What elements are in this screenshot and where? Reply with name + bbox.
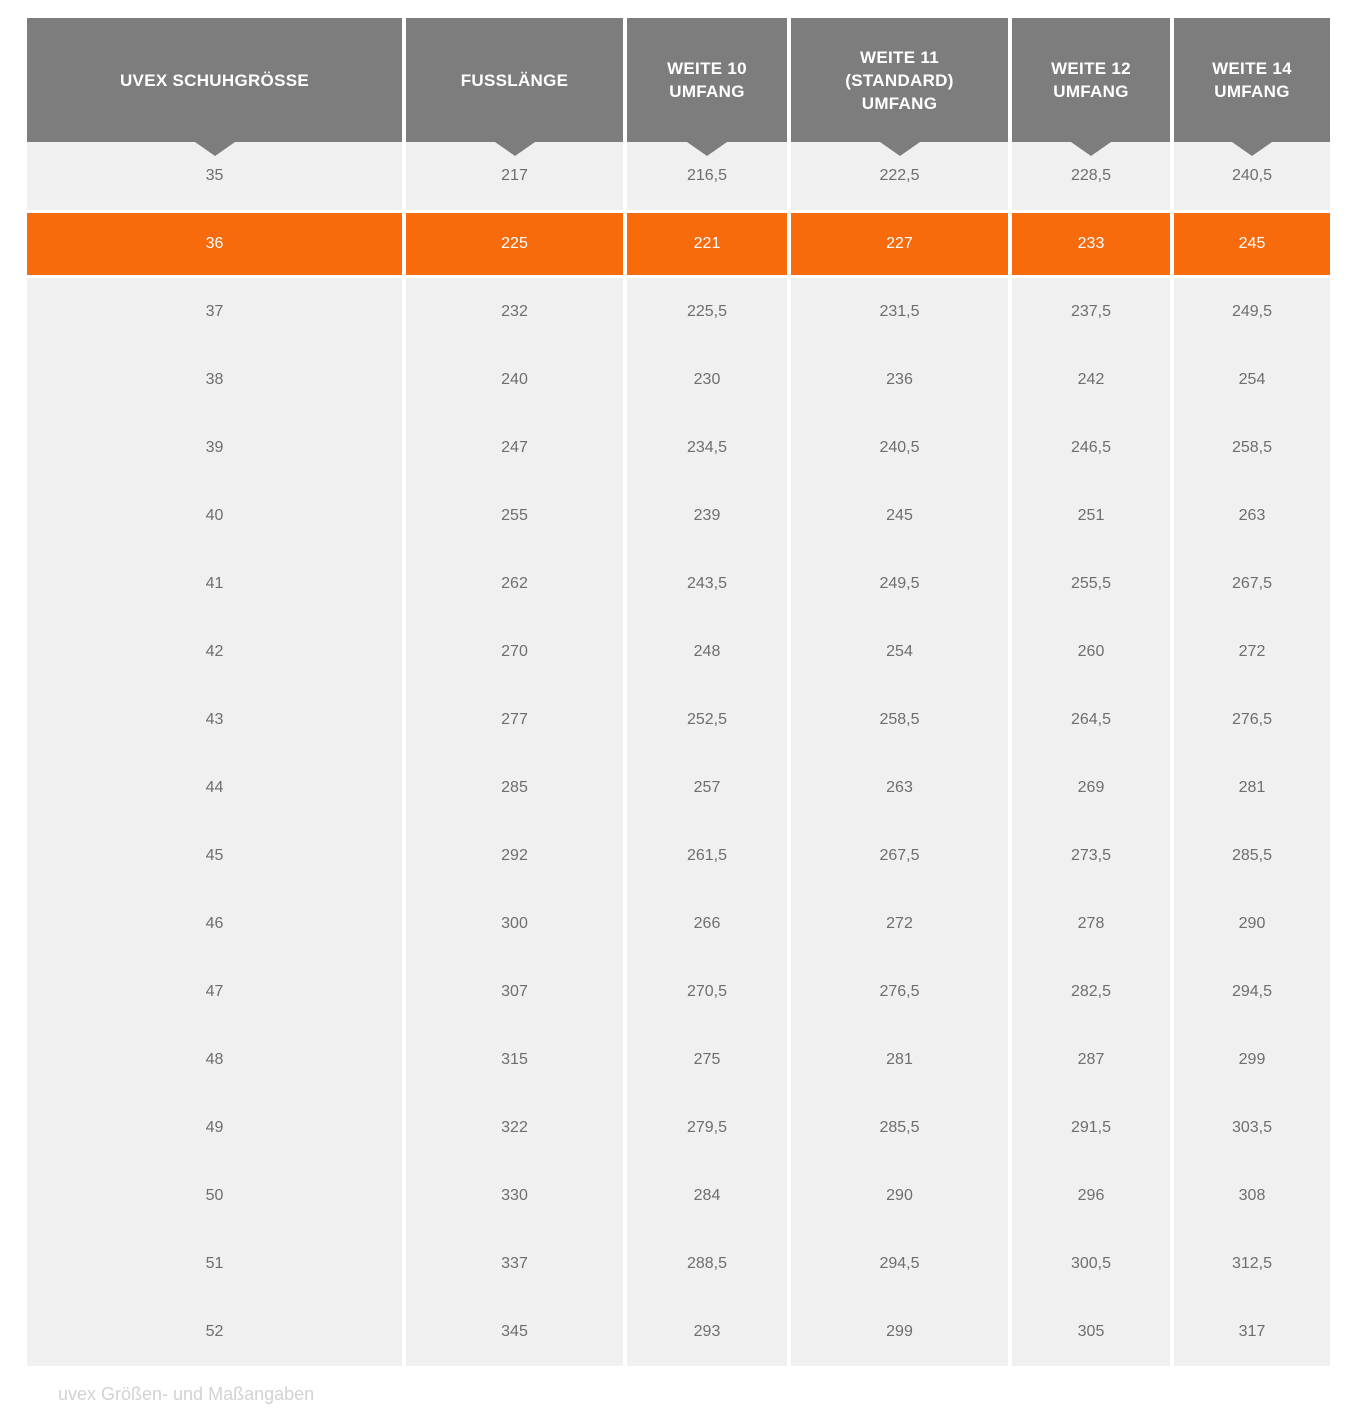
value-cell: 258,5 [1174, 414, 1330, 482]
value-cell: 243,5 [627, 550, 787, 618]
value-cell: 266 [627, 890, 787, 958]
column-header-label: (STANDARD) [845, 70, 954, 90]
value-cell: 245 [791, 482, 1008, 550]
value-cell: 254 [791, 618, 1008, 686]
column-header-weite-12 [1012, 18, 1170, 142]
value-cell: 275 [627, 1026, 787, 1094]
size-cell: 40 [27, 482, 402, 550]
value-cell: 272 [791, 890, 1008, 958]
value-cell: 237,5 [1012, 278, 1170, 346]
column-header-label: WEITE 14 [1212, 59, 1292, 78]
value-cell: 296 [1012, 1162, 1170, 1230]
value-cell: 242 [1012, 346, 1170, 414]
value-cell: 277 [406, 686, 623, 754]
value-cell: 276,5 [791, 958, 1008, 1026]
value-cell: 254 [1174, 346, 1330, 414]
size-cell: 51 [27, 1230, 402, 1298]
value-cell: 312,5 [1174, 1230, 1330, 1298]
value-cell: 294,5 [791, 1230, 1008, 1298]
value-cell: 282,5 [1012, 958, 1170, 1026]
value-cell: 300 [406, 890, 623, 958]
value-cell: 216,5 [627, 142, 787, 210]
value-cell: 261,5 [627, 822, 787, 890]
value-cell: 281 [1174, 754, 1330, 822]
value-cell: 267,5 [1174, 550, 1330, 618]
size-cell: 36 [27, 210, 402, 278]
header-pointer-down-icon [880, 142, 920, 156]
value-cell: 299 [1174, 1026, 1330, 1094]
header-pointer-down-icon [1071, 142, 1111, 156]
value-cell: 240,5 [1174, 142, 1330, 210]
value-cell: 257 [627, 754, 787, 822]
table-caption: uvex Größen- und Maßangaben [58, 1384, 315, 1404]
header-pointer-down-icon [195, 142, 235, 156]
value-cell: 299 [791, 1298, 1008, 1366]
value-cell: 270,5 [627, 958, 787, 1026]
value-cell: 231,5 [791, 278, 1008, 346]
column-header-weite-11-standard [791, 18, 1008, 142]
size-cell: 39 [27, 414, 402, 482]
value-cell: 317 [1174, 1298, 1330, 1366]
header-pointer-down-icon [687, 142, 727, 156]
column-header-label: WEITE 10 [667, 59, 747, 78]
value-cell: 234,5 [627, 414, 787, 482]
value-cell: 285,5 [791, 1094, 1008, 1162]
value-cell: 251 [1012, 482, 1170, 550]
column-header-fusslaenge [406, 18, 623, 142]
header-pointer-down-icon [495, 142, 535, 156]
size-cell: 52 [27, 1298, 402, 1366]
size-cell: 46 [27, 890, 402, 958]
value-cell: 249,5 [1174, 278, 1330, 346]
value-cell: 228,5 [1012, 142, 1170, 210]
value-cell: 236 [791, 346, 1008, 414]
size-cell: 43 [27, 686, 402, 754]
value-cell: 288,5 [627, 1230, 787, 1298]
value-cell: 292 [406, 822, 623, 890]
header-pointer-down-icon [1232, 142, 1272, 156]
value-cell: 278 [1012, 890, 1170, 958]
size-cell: 48 [27, 1026, 402, 1094]
column-header-label: UMFANG [1053, 82, 1129, 101]
column-header-schuhgroesse [27, 18, 402, 142]
value-cell: 267,5 [791, 822, 1008, 890]
value-cell: 322 [406, 1094, 623, 1162]
column-header-label: WEITE 12 [1051, 59, 1131, 78]
value-cell: 249,5 [791, 550, 1008, 618]
column-header-label: WEITE 11 [860, 47, 939, 67]
size-cell: 37 [27, 278, 402, 346]
value-cell: 303,5 [1174, 1094, 1330, 1162]
size-cell: 42 [27, 618, 402, 686]
value-cell: 291,5 [1012, 1094, 1170, 1162]
value-cell: 272 [1174, 618, 1330, 686]
value-cell: 285,5 [1174, 822, 1330, 890]
column-header-label: UMFANG [861, 93, 938, 113]
value-cell: 247 [406, 414, 623, 482]
value-cell: 330 [406, 1162, 623, 1230]
value-cell: 300,5 [1012, 1230, 1170, 1298]
value-cell: 276,5 [1174, 686, 1330, 754]
value-cell: 239 [627, 482, 787, 550]
value-cell: 232 [406, 278, 623, 346]
value-cell: 305 [1012, 1298, 1170, 1366]
value-cell: 264,5 [1012, 686, 1170, 754]
value-cell: 308 [1174, 1162, 1330, 1230]
size-cell: 44 [27, 754, 402, 822]
value-cell: 258,5 [791, 686, 1008, 754]
column-header-label: UMFANG [1214, 82, 1290, 101]
value-cell: 281 [791, 1026, 1008, 1094]
size-cell: 41 [27, 550, 402, 618]
value-cell: 284 [627, 1162, 787, 1230]
value-cell: 315 [406, 1026, 623, 1094]
value-cell: 225 [406, 210, 623, 278]
value-cell: 240 [406, 346, 623, 414]
size-table [27, 18, 1330, 1366]
size-cell: 47 [27, 958, 402, 1026]
size-cell: 50 [27, 1162, 402, 1230]
value-cell: 240,5 [791, 414, 1008, 482]
value-cell: 263 [1174, 482, 1330, 550]
column-header-weite-10 [627, 18, 787, 142]
value-cell: 245 [1174, 210, 1330, 278]
value-cell: 307 [406, 958, 623, 1026]
value-cell: 246,5 [1012, 414, 1170, 482]
column-header-weite-14 [1174, 18, 1330, 142]
value-cell: 230 [627, 346, 787, 414]
size-cell: 49 [27, 1094, 402, 1162]
value-cell: 279,5 [627, 1094, 787, 1162]
value-cell: 255 [406, 482, 623, 550]
value-cell: 285 [406, 754, 623, 822]
value-cell: 233 [1012, 210, 1170, 278]
value-cell: 290 [1174, 890, 1330, 958]
value-cell: 227 [791, 210, 1008, 278]
value-cell: 217 [406, 142, 623, 210]
size-cell: 45 [27, 822, 402, 890]
value-cell: 270 [406, 618, 623, 686]
size-cell: 38 [27, 346, 402, 414]
value-cell: 269 [1012, 754, 1170, 822]
value-cell: 222,5 [791, 142, 1008, 210]
value-cell: 221 [627, 210, 787, 278]
column-header-label: FUSSLÄNGE [460, 70, 569, 90]
column-header-label: UMFANG [669, 82, 745, 101]
value-cell: 337 [406, 1230, 623, 1298]
value-cell: 273,5 [1012, 822, 1170, 890]
column-header-label: UVEX SCHUHGRÖSSE [119, 70, 309, 90]
value-cell: 294,5 [1174, 958, 1330, 1026]
value-cell: 345 [406, 1298, 623, 1366]
value-cell: 260 [1012, 618, 1170, 686]
value-cell: 262 [406, 550, 623, 618]
size-cell: 35 [27, 142, 402, 210]
value-cell: 287 [1012, 1026, 1170, 1094]
value-cell: 225,5 [627, 278, 787, 346]
value-cell: 252,5 [627, 686, 787, 754]
value-cell: 290 [791, 1162, 1008, 1230]
value-cell: 255,5 [1012, 550, 1170, 618]
value-cell: 263 [791, 754, 1008, 822]
value-cell: 293 [627, 1298, 787, 1366]
value-cell: 248 [627, 618, 787, 686]
